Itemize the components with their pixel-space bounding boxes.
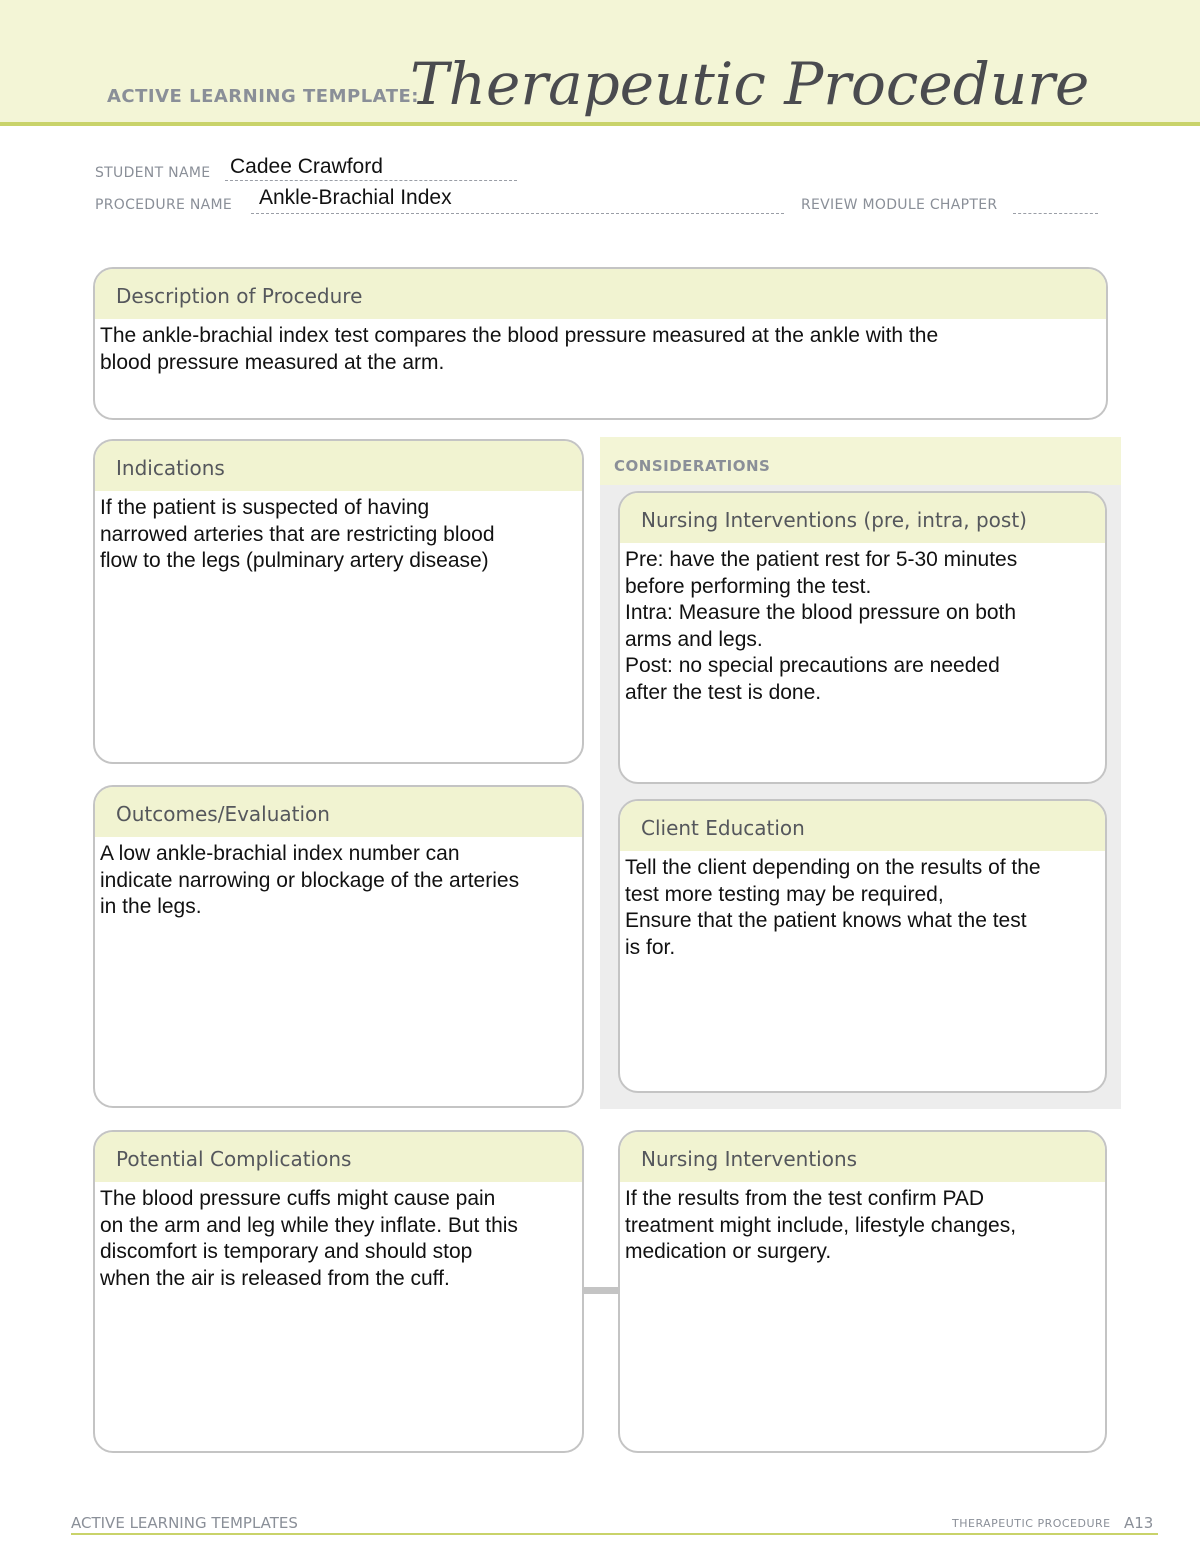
header-rule [0, 122, 1200, 126]
description-line: The ankle-brachial index test compares the blood pressure measured at the ankle with the [100, 324, 939, 347]
student-name-label: STUDENT NAME [95, 165, 211, 181]
outcomes-line: in the legs. [100, 895, 202, 918]
review-module-underline [1013, 213, 1098, 214]
student-name-field[interactable]: Cadee Crawford [230, 155, 383, 178]
indications-text[interactable] [95, 491, 582, 575]
nursing-pre-intra-post-line: after the test is done. [625, 680, 822, 704]
description-box [93, 267, 1108, 420]
client-education-text[interactable] [620, 851, 1105, 961]
nursing-interventions-text[interactable] [620, 1182, 1105, 1266]
nursing-interventions-heading: Nursing Interventions [620, 1132, 1105, 1182]
indications-line: flow to the legs (pulminary artery disease) [100, 549, 489, 572]
nursing-pre-intra-post-line: Intra: Measure the blood pressure on both [625, 601, 1017, 624]
indications-line: narrowed arteries that are restricting blood [100, 522, 495, 546]
footer-rule [71, 1533, 1158, 1535]
complications-text[interactable] [95, 1182, 582, 1292]
complications-line: on the arm and leg while they inflate. But this [100, 1213, 518, 1237]
nursing-interventions-box [618, 1130, 1107, 1453]
description-text[interactable] [95, 319, 1106, 376]
outcomes-line: A low ankle-brachial index number can [100, 842, 460, 865]
client-education-line: Tell the client depending on the results of the [625, 856, 1041, 879]
outcomes-heading: Outcomes/Evaluation [95, 787, 582, 837]
nursing-pre-intra-post-box [618, 491, 1107, 784]
indications-heading: Indications [95, 441, 582, 491]
description-line: blood pressure measured at the arm. [100, 350, 445, 374]
client-education-line: Ensure that the patient knows what the test [625, 909, 1027, 932]
complications-heading: Potential Complications [95, 1132, 582, 1182]
procedure-name-field[interactable]: Ankle-Brachial Index [259, 186, 452, 209]
page-number: A13 [1124, 1514, 1154, 1532]
nursing-pre-intra-post-text[interactable] [620, 543, 1105, 706]
indications-box [93, 439, 584, 764]
nursing-interventions-line: medication or surgery. [625, 1240, 832, 1263]
procedure-name-label: PROCEDURE NAME [95, 197, 233, 213]
nursing-interventions-line: treatment might include, lifestyle changes, [625, 1213, 1017, 1237]
procedure-name-underline [251, 213, 784, 214]
student-name-underline [225, 180, 517, 181]
complications-line: The blood pressure cuffs might cause pain [100, 1187, 496, 1210]
client-education-line: is for. [625, 935, 676, 959]
complications-line: when the air is released from the cuff. [100, 1266, 450, 1290]
complications-line: discomfort is temporary and should stop [100, 1240, 473, 1263]
nursing-pre-intra-post-line: Pre: have the patient rest for 5-30 minutes [625, 548, 1018, 571]
indications-line: If the patient is suspected of having [100, 496, 430, 519]
box-connector [582, 1287, 622, 1294]
description-heading: Description of Procedure [95, 269, 1106, 319]
considerations-label: CONSIDERATIONS [614, 457, 771, 475]
client-education-box [618, 799, 1107, 1093]
outcomes-line: indicate narrowing or blockage of the arteries [100, 868, 520, 892]
client-education-line: test more testing may be required, [625, 882, 944, 906]
template-label: ACTIVE LEARNING TEMPLATE: [107, 86, 419, 107]
outcomes-box [93, 785, 584, 1108]
client-education-heading: Client Education [620, 801, 1105, 851]
footer-left: ACTIVE LEARNING TEMPLATES [71, 1514, 298, 1532]
nursing-pre-intra-post-line: Post: no special precautions are needed [625, 654, 1000, 677]
complications-box [93, 1130, 584, 1453]
nursing-pre-intra-post-heading: Nursing Interventions (pre, intra, post) [620, 493, 1105, 543]
nursing-pre-intra-post-line: arms and legs. [625, 627, 763, 651]
footer-right: THERAPEUTIC PROCEDURE [952, 1517, 1111, 1530]
page-title: Therapeutic Procedure [410, 50, 1090, 118]
nursing-interventions-line: If the results from the test confirm PAD [625, 1187, 985, 1210]
review-module-label: REVIEW MODULE CHAPTER [801, 197, 998, 213]
outcomes-text[interactable] [95, 837, 582, 921]
nursing-pre-intra-post-line: before performing the test. [625, 574, 872, 598]
